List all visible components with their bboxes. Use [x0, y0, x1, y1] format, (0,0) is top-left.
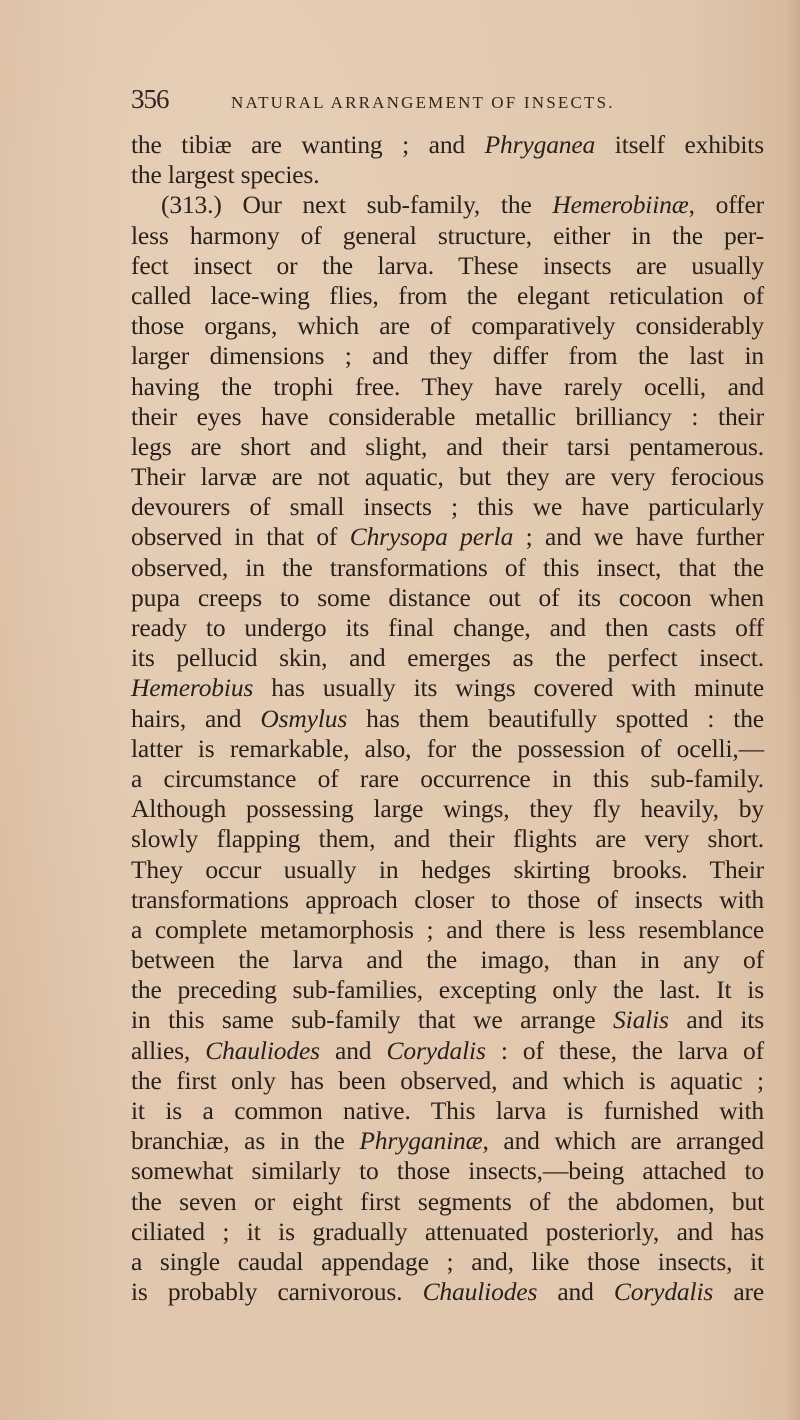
- page-number: 356: [131, 84, 169, 114]
- text-line: fect insect or the larva. These insects are usually: [131, 250, 764, 280]
- text-line: observed, in the transformations of this insect, that the: [131, 552, 764, 582]
- italic-term: Chauliodes: [205, 1035, 320, 1065]
- text-line: transformations approach closer to those of insects with: [131, 884, 764, 914]
- text-line: legs are short and slight, and their tarsi pentamerous.: [131, 431, 764, 461]
- italic-term: Chrysopa perla: [349, 522, 514, 552]
- text-line: having the trophi free. They have rarely ocelli, and: [131, 371, 764, 401]
- text-line: hairs, and Osmylus has them beautifully spotted : the: [131, 703, 764, 733]
- text-line: the tibiæ are wanting ; and Phryganea itself exhibits: [131, 130, 764, 159]
- text-line: the largest species.: [131, 160, 320, 190]
- text-line: ready to undergo its final change, and then casts off: [131, 613, 764, 642]
- text-line: those organs, which are of comparatively considerably: [131, 311, 764, 341]
- page-edge-shadow: [786, 0, 800, 1420]
- text-line: its pellucid skin, and emerges as the perfect insect.: [131, 643, 764, 673]
- text-line: less harmony of general structure, either in the per-: [131, 220, 764, 250]
- italic-term: Chauliodes: [422, 1277, 538, 1307]
- text-line: somewhat similarly to those insects,—being attached to: [131, 1156, 764, 1186]
- text-line: is probably carnivorous. Chauliodes and Corydalis are: [131, 1277, 765, 1307]
- text-line: a complete metamorphosis ; and there is less resemblance: [131, 914, 764, 944]
- text-line: the seven or eight first segments of the abdomen, but: [131, 1186, 764, 1216]
- text-line: ciliated ; it is gradually attenuated posteriorly, and has: [131, 1216, 764, 1246]
- italic-term: Corydalis: [386, 1035, 486, 1065]
- italic-term: Hemerobius: [131, 673, 254, 703]
- text-line: allies, Chauliodes and Corydalis : of these, the larva of: [131, 1035, 764, 1065]
- text-line: branchiæ, as in the Phryganinæ, and which are arranged: [131, 1126, 765, 1156]
- text-line: it is a common native. This larva is furnished with: [131, 1096, 764, 1125]
- italic-term: Hemerobiinæ: [552, 190, 689, 220]
- italic-term: Corydalis: [613, 1277, 714, 1307]
- text-line: They occur usually in hedges skirting brooks. Their: [131, 854, 764, 884]
- text-line: Hemerobius has usually its wings covered with minute: [131, 673, 764, 703]
- italic-term: Osmylus: [260, 703, 348, 733]
- text-line: pupa creeps to some distance out of its cocoon when: [131, 582, 764, 612]
- running-title: NATURAL ARRANGEMENT OF INSECTS.: [231, 93, 615, 112]
- text-line: called lace-wing flies, from the elegant reticulation of: [131, 280, 764, 310]
- text-line: Although possessing large wings, they fly heavily, by: [131, 794, 764, 824]
- italic-term: Phryganinæ: [359, 1126, 483, 1156]
- running-head: [131, 84, 771, 114]
- italic-term: Phryganea: [484, 130, 596, 159]
- text-line: the first only has been observed, and which is aquatic ;: [131, 1065, 764, 1095]
- text-line: observed in that of Chrysopa perla ; and we have further: [131, 522, 764, 552]
- text-line: devourers of small insects ; this we have particularly: [131, 492, 764, 522]
- text-line: their eyes have considerable metallic brilliancy : their: [131, 401, 764, 431]
- text-line: the preceding sub-families, excepting only the last. It is: [131, 975, 764, 1005]
- text-line: in this same sub-family that we arrange Sialis and its: [131, 1005, 764, 1035]
- text-line: a single caudal appendage ; and, like those insects, it: [131, 1246, 764, 1276]
- text-line: a circumstance of rare occurrence in this sub-family.: [131, 763, 764, 793]
- text-line: larger dimensions ; and they differ from the last in: [131, 341, 764, 371]
- text-line: between the larva and the imago, than in any of: [131, 945, 764, 975]
- text-line: (313.) Our next sub-family, the Hemerobiinæ, offer: [161, 190, 764, 220]
- text-line: slowly flapping them, and their flights are very short.: [131, 824, 764, 854]
- body-text: [131, 130, 764, 1307]
- text-line: Their larvæ are not aquatic, but they are very ferocious: [131, 462, 764, 492]
- italic-term: Sialis: [613, 1005, 669, 1035]
- text-line: latter is remarkable, also, for the possession of ocelli,—: [131, 733, 764, 763]
